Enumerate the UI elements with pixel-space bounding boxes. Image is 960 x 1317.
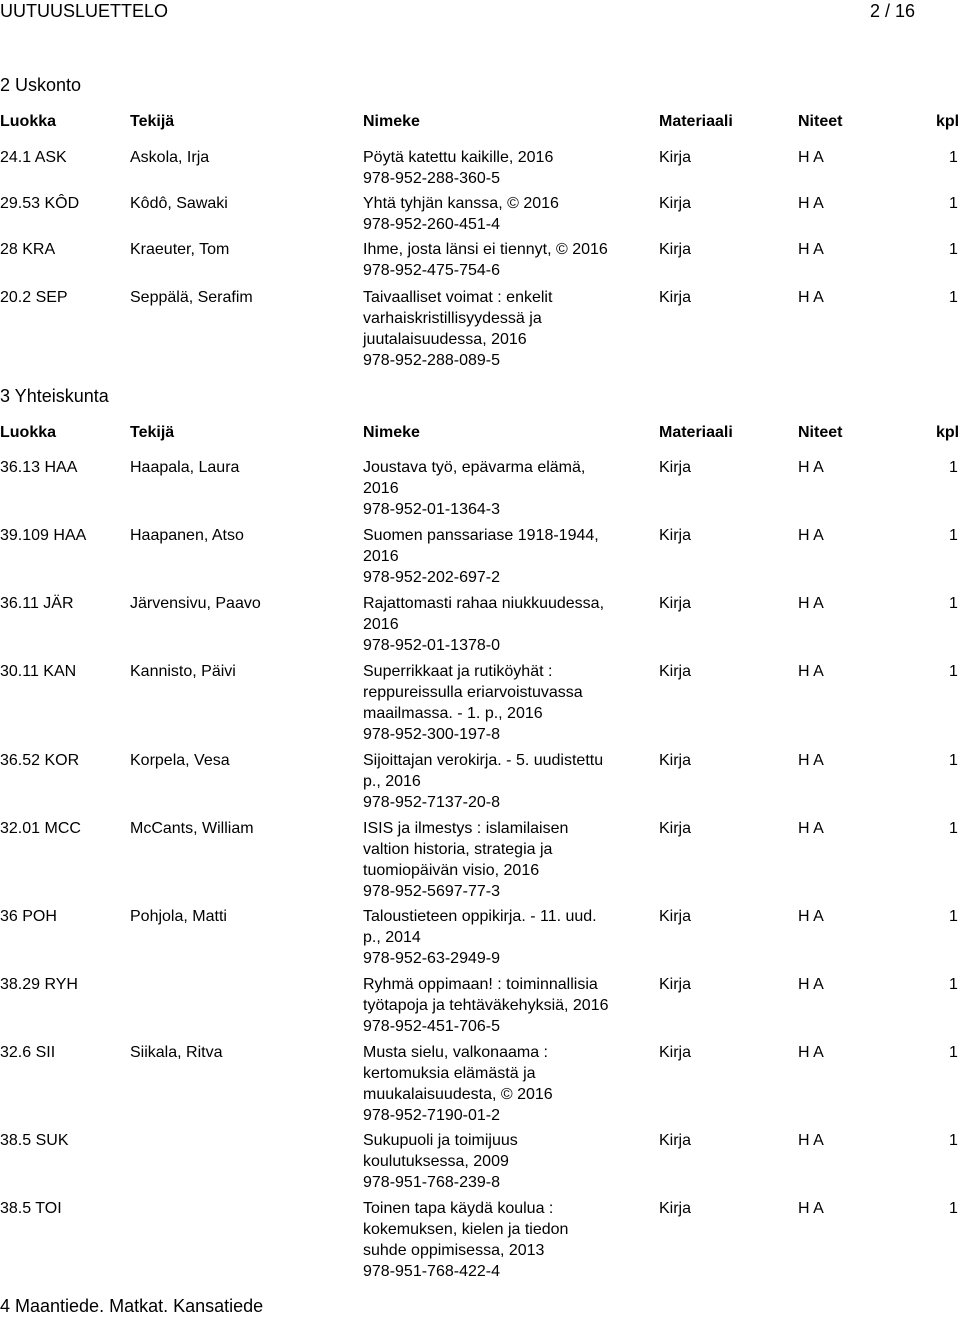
title-line: Ihme, josta länsi ei tiennyt, © 2016 bbox=[363, 241, 608, 258]
title-cell bbox=[363, 193, 653, 235]
material: Kirja bbox=[659, 1132, 692, 1149]
count: 1 bbox=[949, 459, 958, 476]
author: Haapanen, Atso bbox=[130, 527, 244, 544]
count: 1 bbox=[949, 1200, 958, 1217]
isbn: 978-952-288-360-5 bbox=[363, 170, 500, 187]
title-line: 2016 bbox=[363, 616, 399, 633]
class-code: 20.2 SEP bbox=[0, 289, 68, 306]
column-header-tekija: Tekijä bbox=[130, 424, 175, 441]
count: 1 bbox=[949, 241, 958, 258]
title-line: 2016 bbox=[363, 480, 399, 497]
title-line: Pöytä katettu kaikille, 2016 bbox=[363, 149, 554, 166]
copies-location: H A bbox=[798, 241, 824, 258]
section-title: 3 Yhteiskunta bbox=[0, 386, 109, 406]
isbn: 978-952-451-706-5 bbox=[363, 1018, 500, 1035]
count: 1 bbox=[949, 595, 958, 612]
isbn: 978-952-63-2949-9 bbox=[363, 950, 500, 967]
column-header-tekija: Tekijä bbox=[130, 113, 175, 130]
isbn: 978-952-260-451-4 bbox=[363, 216, 500, 233]
title-cell bbox=[363, 750, 653, 813]
isbn: 978-952-475-754-6 bbox=[363, 262, 500, 279]
title-line: p., 2014 bbox=[363, 929, 421, 946]
author: Askola, Irja bbox=[130, 149, 210, 166]
isbn: 978-952-7190-01-2 bbox=[363, 1107, 500, 1124]
title-line: 2016 bbox=[363, 548, 399, 565]
author: Siikala, Ritva bbox=[130, 1044, 223, 1061]
title-line: reppureissulla eriarvoistuvassa bbox=[363, 684, 583, 701]
material: Kirja bbox=[659, 241, 692, 258]
author: Pohjola, Matti bbox=[130, 908, 227, 925]
copies-location: H A bbox=[798, 195, 824, 212]
title-cell bbox=[363, 1130, 653, 1193]
copies-location: H A bbox=[798, 976, 824, 993]
class-code: 30.11 KAN bbox=[0, 663, 77, 680]
column-header-materiaali: Materiaali bbox=[659, 424, 733, 441]
title-cell bbox=[363, 974, 653, 1037]
author: McCants, William bbox=[130, 820, 254, 837]
author: Kôdô, Sawaki bbox=[130, 195, 228, 212]
title-cell bbox=[363, 147, 653, 189]
title-line: Rajattomasti rahaa niukkuudessa, bbox=[363, 595, 605, 612]
title-cell bbox=[363, 661, 653, 745]
material: Kirja bbox=[659, 908, 692, 925]
count: 1 bbox=[949, 752, 958, 769]
title-cell bbox=[363, 525, 653, 588]
copies-location: H A bbox=[798, 149, 824, 166]
column-header-nimeke: Nimeke bbox=[363, 424, 420, 441]
author: Seppälä, Serafim bbox=[130, 289, 253, 306]
class-code: 32.01 MCC bbox=[0, 820, 81, 837]
title-line: suhde oppimisessa, 2013 bbox=[363, 1242, 545, 1259]
title-cell bbox=[363, 906, 653, 969]
material: Kirja bbox=[659, 195, 692, 212]
title-cell bbox=[363, 818, 653, 902]
column-header-luokka: Luokka bbox=[0, 113, 57, 130]
title-line: Taivaalliset voimat : enkelit bbox=[363, 289, 553, 306]
title-line: kokemuksen, kielen ja tiedon bbox=[363, 1221, 569, 1238]
copies-location: H A bbox=[798, 1044, 824, 1061]
class-code: 36 POH bbox=[0, 908, 57, 925]
title-cell bbox=[363, 593, 653, 656]
isbn: 978-952-288-089-5 bbox=[363, 352, 500, 369]
count: 1 bbox=[949, 1132, 958, 1149]
copies-location: H A bbox=[798, 459, 824, 476]
title-cell bbox=[363, 1042, 653, 1126]
copies-location: H A bbox=[798, 908, 824, 925]
page-number: 2 / 16 bbox=[870, 1, 916, 21]
copies-location: H A bbox=[798, 595, 824, 612]
material: Kirja bbox=[659, 752, 692, 769]
column-header-row bbox=[0, 424, 960, 444]
title-line: Yhtä tyhjän kanssa, © 2016 bbox=[363, 195, 559, 212]
copies-location: H A bbox=[798, 663, 824, 680]
copies-location: H A bbox=[798, 289, 824, 306]
title-line: Suomen panssariase 1918-1944, bbox=[363, 527, 599, 544]
title-line: maailmassa. - 1. p., 2016 bbox=[363, 705, 543, 722]
count: 1 bbox=[949, 820, 958, 837]
title-line: juutalaisuudessa, 2016 bbox=[363, 331, 527, 348]
count: 1 bbox=[949, 195, 958, 212]
class-code: 24.1 ASK bbox=[0, 149, 67, 166]
column-header-kpl: kpl bbox=[936, 113, 960, 130]
title-line: valtion historia, strategia ja bbox=[363, 841, 553, 858]
class-code: 28 KRA bbox=[0, 241, 56, 258]
class-code: 38.29 RYH bbox=[0, 976, 78, 993]
material: Kirja bbox=[659, 820, 692, 837]
isbn: 978-951-768-239-8 bbox=[363, 1174, 500, 1191]
count: 1 bbox=[949, 149, 958, 166]
title-line: Joustava työ, epävarma elämä, bbox=[363, 459, 586, 476]
material: Kirja bbox=[659, 149, 692, 166]
author: Haapala, Laura bbox=[130, 459, 240, 476]
class-code: 38.5 SUK bbox=[0, 1132, 69, 1149]
copies-location: H A bbox=[798, 752, 824, 769]
page-header-title: UUTUUSLUETTELO bbox=[0, 1, 169, 21]
class-code: 36.52 KOR bbox=[0, 752, 80, 769]
material: Kirja bbox=[659, 663, 692, 680]
title-line: Ryhmä oppimaan! : toiminnallisia bbox=[363, 976, 598, 993]
title-line: varhaiskristillisyydessä ja bbox=[363, 310, 542, 327]
title-line: työtapoja ja tehtäväkehyksiä, 2016 bbox=[363, 997, 609, 1014]
class-code: 39.109 HAA bbox=[0, 527, 87, 544]
class-code: 36.11 JÄR bbox=[0, 595, 74, 612]
material: Kirja bbox=[659, 976, 692, 993]
column-header-row bbox=[0, 113, 960, 133]
author: Järvensivu, Paavo bbox=[130, 595, 261, 612]
title-line: tuomiopäivän visio, 2016 bbox=[363, 862, 540, 879]
title-line: ISIS ja ilmestys : islamilaisen bbox=[363, 820, 569, 837]
material: Kirja bbox=[659, 289, 692, 306]
title-line: Toinen tapa käydä koulua : bbox=[363, 1200, 554, 1217]
isbn: 978-952-01-1378-0 bbox=[363, 637, 500, 654]
title-line: Sijoittajan verokirja. - 5. uudistettu bbox=[363, 752, 604, 769]
class-code: 32.6 SII bbox=[0, 1044, 56, 1061]
class-code: 38.5 TOI bbox=[0, 1200, 62, 1217]
material: Kirja bbox=[659, 1200, 692, 1217]
isbn: 978-952-5697-77-3 bbox=[363, 883, 500, 900]
title-line: koulutuksessa, 2009 bbox=[363, 1153, 509, 1170]
isbn: 978-952-202-697-2 bbox=[363, 569, 500, 586]
author: Korpela, Vesa bbox=[130, 752, 230, 769]
title-line: p., 2016 bbox=[363, 773, 421, 790]
column-header-niteet: Niteet bbox=[798, 113, 843, 130]
class-code: 36.13 HAA bbox=[0, 459, 78, 476]
isbn: 978-951-768-422-4 bbox=[363, 1263, 500, 1280]
title-cell bbox=[363, 287, 653, 371]
title-line: Superrikkaat ja rutiköyhät : bbox=[363, 663, 553, 680]
column-header-luokka: Luokka bbox=[0, 424, 57, 441]
title-cell bbox=[363, 1198, 653, 1282]
section-title: 2 Uskonto bbox=[0, 75, 82, 95]
material: Kirja bbox=[659, 459, 692, 476]
title-cell bbox=[363, 457, 653, 520]
author: Kannisto, Päivi bbox=[130, 663, 236, 680]
title-line: Sukupuoli ja toimijuus bbox=[363, 1132, 518, 1149]
column-header-materiaali: Materiaali bbox=[659, 113, 733, 130]
isbn: 978-952-7137-20-8 bbox=[363, 794, 500, 811]
isbn: 978-952-300-197-8 bbox=[363, 726, 500, 743]
column-header-kpl: kpl bbox=[936, 424, 960, 441]
title-line: Taloustieteen oppikirja. - 11. uud. bbox=[363, 908, 597, 925]
column-header-niteet: Niteet bbox=[798, 424, 843, 441]
count: 1 bbox=[949, 908, 958, 925]
copies-location: H A bbox=[798, 820, 824, 837]
count: 1 bbox=[949, 1044, 958, 1061]
material: Kirja bbox=[659, 595, 692, 612]
title-line: kertomuksia elämästä ja bbox=[363, 1065, 536, 1082]
isbn: 978-952-01-1364-3 bbox=[363, 501, 500, 518]
count: 1 bbox=[949, 976, 958, 993]
count: 1 bbox=[949, 289, 958, 306]
title-line: Musta sielu, valkonaama : bbox=[363, 1044, 548, 1061]
copies-location: H A bbox=[798, 527, 824, 544]
class-code: 29.53 KÔD bbox=[0, 195, 80, 212]
copies-location: H A bbox=[798, 1200, 824, 1217]
count: 1 bbox=[949, 663, 958, 680]
count: 1 bbox=[949, 527, 958, 544]
column-header-nimeke: Nimeke bbox=[363, 113, 420, 130]
material: Kirja bbox=[659, 527, 692, 544]
material: Kirja bbox=[659, 1044, 692, 1061]
title-line: muukalaisuudesta, © 2016 bbox=[363, 1086, 553, 1103]
copies-location: H A bbox=[798, 1132, 824, 1149]
title-cell bbox=[363, 239, 653, 281]
section-title: 4 Maantiede. Matkat. Kansatiede bbox=[0, 1296, 264, 1316]
author: Kraeuter, Tom bbox=[130, 241, 230, 258]
